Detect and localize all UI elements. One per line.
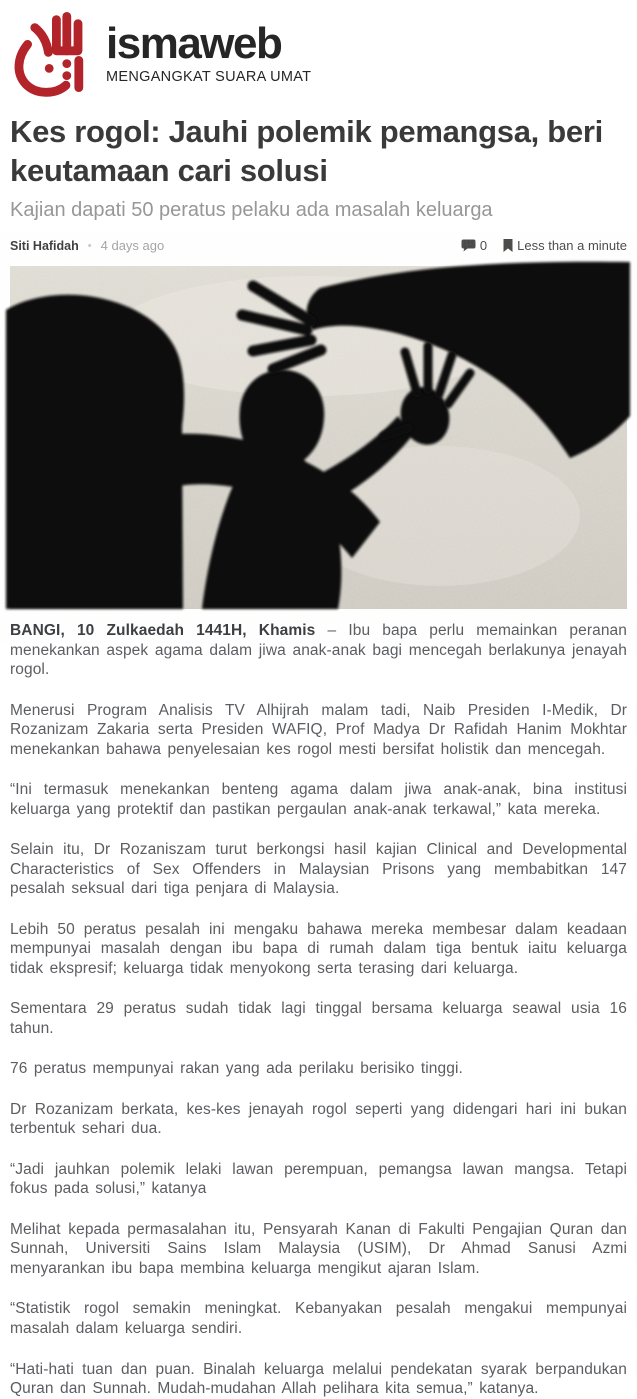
article-title: Kes rogol: Jauhi polemik pemangsa, beri keutamaan cari solusi: [10, 114, 603, 189]
attack-shadow-illustration: [10, 266, 627, 609]
brand-tagline: MENGANGKAT SUARA UMAT: [106, 69, 312, 85]
article-paragraph: “Ini termasuk menekankan benteng agama dalam jiwa anak-anak, bina institusi keluarga yang protektif dan pastikan pergaulan anak-anak terkawal,” kata mereka.: [10, 781, 627, 818]
article-lead-paragraph: [10, 621, 627, 680]
article-paragraph: “Statistik rogol semakin meningkat. Kebanyakan pesalah mengakui mempunyai masalah dalam keluarga sendiri.: [10, 1300, 627, 1337]
comments-count: 0: [479, 238, 488, 254]
article: [10, 112, 627, 1399]
brand-block: [106, 19, 312, 85]
article-paragraph: Selain itu, Dr Rozaniszam turut berkongsi hasil kajian Clinical and Developmental Characteristics of Sex Offenders in Malaysian Prisons yang membabitkan 147 pesalah seksual dari tiga penjara di Malaysia.: [10, 841, 627, 898]
brand-name[interactable]: ismaweb: [106, 19, 282, 68]
comment-bubble-icon: [461, 239, 476, 252]
hero-image: [10, 266, 627, 609]
dateline: BANGI, 10 Zulkaedah 1441H, Khamis: [10, 622, 316, 640]
author-link[interactable]: Siti Hafidah: [10, 238, 79, 253]
article-body: [10, 621, 627, 1398]
meta-separator-dot: •: [87, 239, 92, 252]
comments-link[interactable]: [461, 238, 487, 253]
meta-right-group: [461, 238, 627, 253]
article-paragraph: “Jadi jauhkan polemik lelaki lawan perempuan, pemangsa lawan mangsa. Tetapi fokus pada solusi,” katanya: [10, 1160, 627, 1198]
article-paragraph: Dr Rozanizam berkata, kes-kes jenayah rogol seperti yang didengari hari ini bukan terbentuk sehari dua.: [10, 1100, 627, 1138]
read-time: [503, 238, 627, 253]
calligraphy-logo-icon: [10, 8, 90, 100]
bookmark-icon: [503, 239, 513, 252]
article-paragraph: Sementara 29 peratus sudah tidak lagi tinggal bersama keluarga seawal usia 16 tahun.: [10, 1000, 627, 1037]
article-paragraph: Menerusi Program Analisis TV Alhijrah malam tadi, Naib Presiden I-Medik, Dr Rozanizam Zakaria serta Presiden WAFIQ, Prof Madya Dr Rafidah Hanim Mokhtar menekankan bahawa penyelesaian kes rogol mesti bersifat holistik dan mencegah.: [10, 701, 627, 758]
article-subtitle: Kajian dapati 50 peratus pelaku ada masalah keluarga: [10, 199, 493, 222]
site-logo[interactable]: [10, 8, 90, 105]
article-paragraph: “Hati-hati tuan dan puan. Binalah keluarga melalui pendekatan syarak berpandukan Quran dan Sunnah. Mudah-mudahan Allah pelihara kita semua,” katanya.: [10, 1360, 627, 1398]
article-paragraph: Lebih 50 peratus pesalah ini mengaku bahawa mereka membesar dalam keadaan mempunyai masalah dengan ibu bapa di rumah dalam tiga bentuk iaitu keluarga tidak ekspresif; keluarga tidak menyokong serta terasing dari keluarga.: [10, 920, 627, 977]
article-meta: [10, 238, 627, 253]
article-paragraph: 76 peratus mempunyai rakan yang ada perilaku berisiko tinggi.: [10, 1060, 463, 1078]
site-header: [10, 0, 627, 102]
publish-date: 4 days ago: [100, 238, 165, 254]
read-time-label: Less than a minute: [517, 238, 627, 254]
lead-text: – Ibu bapa perlu memainkan peranan menekankan aspek agama dalam jiwa anak-anak bagi mencegah berlakunya jenayah rogol.: [10, 622, 627, 679]
article-paragraph: Melihat kepada permasalahan itu, Pensyarah Kanan di Fakulti Pengajian Quran dan Sunnah, Universiti Sains Islam Malaysia (USIM), Dr Ahmad Sanusi Azmi menyarankan ibu bapa membina keluarga mengikut ajaran Islam.: [10, 1220, 627, 1277]
